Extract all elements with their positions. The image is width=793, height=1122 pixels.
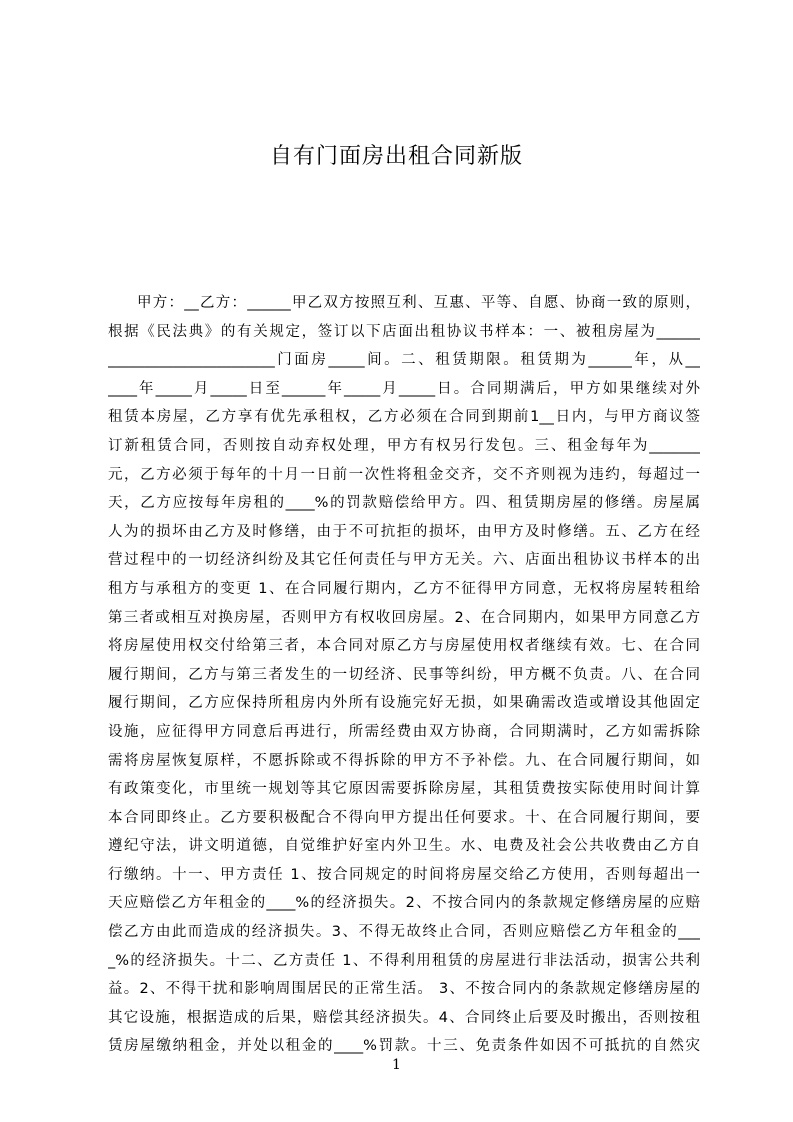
paragraph-line: 租方与承租方的变更 1、在合同履行期内，乙方不征得甲方同意，无权将房屋转租给 <box>108 580 700 597</box>
page-number: 1 <box>392 1057 401 1073</box>
paragraph-line: 履行期间，乙方与第三者发生的一切经济、民事等纠纷，甲方概不负责。八、在合同 <box>108 666 700 683</box>
paragraph-line: 行缴纳。十一、甲方责任 1、按合同规定的时间将房屋交给乙方使用，否则每超出一 <box>108 866 700 883</box>
paragraph-line: 甲方：__乙方：______甲乙双方按照互利、互惠、平等、自愿、协商一致的原则， <box>137 295 700 311</box>
paragraph-line: 遵纪守法，讲文明道德，自觉维护好室内外卫生。水、电费及社会公共收费由乙方自 <box>108 838 700 855</box>
paragraph-line: 订新租赁合同，否则按自动弃权处理，甲方有权另行发包。三、租金每年为_______ <box>108 437 700 454</box>
paragraph-line: 需将房屋恢复原样，不愿拆除或不得拆除的甲方不予补偿。九、在合同履行期间，如 <box>108 752 700 769</box>
paragraph-line: 本合同即终止。乙方要积极配合不得向甲方提出任何要求。十、在合同履行期间，要 <box>108 809 700 826</box>
paragraph-line: 人为的损坏由乙方及时修缮，由于不可抗拒的损坏，由甲方及时修缮。五、乙方在经 <box>108 523 700 540</box>
paragraph-line: 将房屋使用权交付给第三者，本合同对原乙方与房屋使用权者继续有效。七、在合同 <box>108 638 700 655</box>
contract-body <box>108 289 700 1061</box>
paragraph-line: 元，乙方必须于每年的十月一日前一次性将租金交齐，交不齐则视为违约，每超过一 <box>108 466 700 483</box>
paragraph-line: 根据《民法典》的有关规定，签订以下店面出租协议书样本：一、被租房屋为______ <box>108 323 700 340</box>
paragraph-line: _______________________门面房_____间。二、租赁期限。租赁期为______年，从__ <box>108 352 700 369</box>
paragraph-line: 偿乙方由此而造成的经济损失。3、不得无故终止合同，否则应赔偿乙方年租金的___ <box>108 924 700 941</box>
paragraph-line: _%的经济损失。十二、乙方责任 1、不得利用租赁的房屋进行非法活动，损害公共利 <box>108 952 700 969</box>
paragraph-line: 天应赔偿乙方年租金的____%的经济损失。2、不按合同内的条款规定修缮房屋的应赔 <box>108 895 700 912</box>
paragraph-line: 第三者或相互对换房屋，否则甲方有权收回房屋。2、在合同期内，如果甲方同意乙方 <box>108 609 700 626</box>
paragraph-line: 其它设施，根据造成的后果，赔偿其经济损失。4、合同终止后要及时搬出，否则按租 <box>108 1009 700 1026</box>
paragraph-line: 租赁本房屋，乙方享有优先承租权，乙方必须在合同到期前1__日内，与甲方商议签 <box>108 409 700 426</box>
paragraph-line: 天，乙方应按每年房租的____%的罚款赔偿给甲方。四、租赁期房屋的修缮。房屋属 <box>108 495 700 512</box>
paragraph-line: ____年_____月_____日至______年_____月_____日。合同期满后，甲方如果继续对外 <box>108 380 700 397</box>
paragraph-line: 有政策变化，市里统一规划等其它原因需要拆除房屋，其租赁费按实际使用时间计算 <box>108 781 700 798</box>
paragraph-line: 益。2、不得干扰和影响周围居民的正常生活。 3、不按合同内的条款规定修缮房屋的 <box>108 981 700 998</box>
paragraph-line: 履行期间，乙方应保持所租房内外所有设施完好无损，如果确需改造或增设其他固定 <box>108 695 700 712</box>
paragraph-line: 营过程中的一切经济纠纷及其它任何责任与甲方无关。六、店面出租协议书样本的出 <box>108 552 700 569</box>
document-title: 自有门面房出租合同新版 <box>269 144 523 169</box>
paragraph-line: 设施，应征得甲方同意后再进行，所需经费由双方协商，合同期满时，乙方如需拆除 <box>108 723 700 740</box>
paragraph-line: 赁房屋缴纳租金，并处以租金的____%罚款。十三、免责条件如因不可抵抗的自然灾 <box>108 1038 700 1055</box>
